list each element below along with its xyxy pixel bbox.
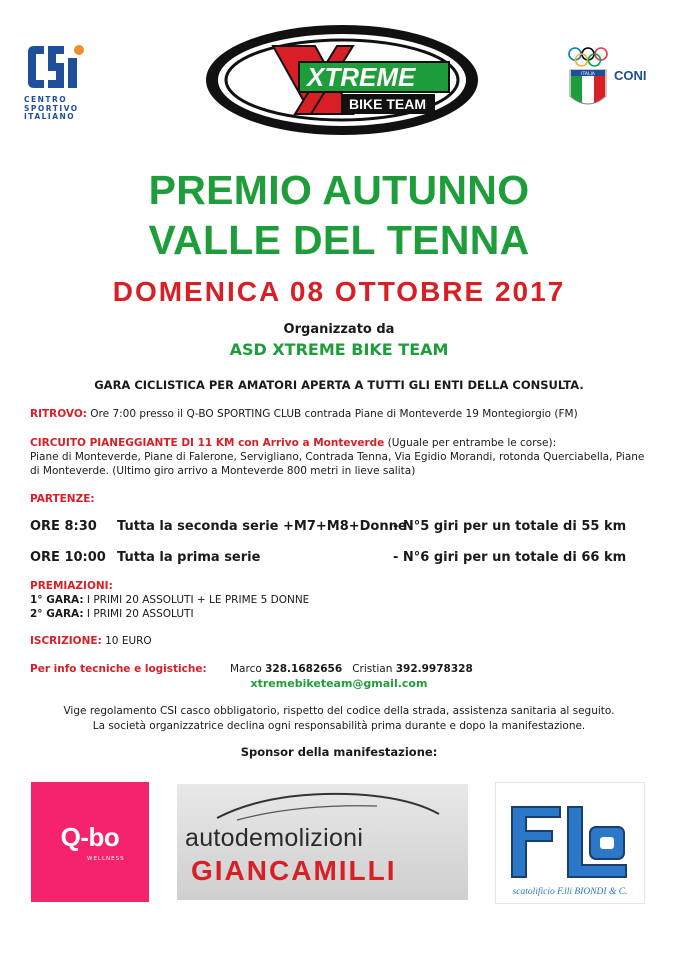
- contact-name: Cristian: [352, 663, 396, 675]
- premiazioni-label: PREMIAZIONI:: [30, 580, 113, 592]
- xtreme-word: XTREME: [307, 62, 416, 92]
- start-group: Tutta la prima serie: [117, 550, 261, 565]
- start-time: ORE 10:00: [30, 550, 106, 565]
- partenze-section: [30, 492, 655, 506]
- circuito-section: [30, 436, 655, 478]
- circuito-label: CIRCUITO PIANEGGIANTE DI 11 KM con Arrivo a Monteverde: [30, 437, 385, 449]
- partenze-label: PARTENZE:: [30, 493, 95, 505]
- event-title-line-2: VALLE DEL TENNA: [148, 217, 530, 263]
- sponsor-autodemolizioni-logo: [177, 784, 468, 900]
- contact-email[interactable]: xtremebiketeam@gmail.com: [250, 677, 428, 690]
- csi-line-1: CENTRO: [24, 95, 68, 104]
- xtreme-bike-team-logo: [203, 22, 481, 138]
- csi-line-2: SPORTIVO: [24, 103, 79, 113]
- prize-race: 1° GARA:: [30, 594, 84, 606]
- start-group: Tutta la seconda serie +M7+M8+Donne: [117, 519, 407, 534]
- qbo-name: Q-bo: [60, 822, 120, 852]
- biondi-caption: scatolificio F.lli BIONDI & C.: [512, 887, 628, 897]
- coni-logo: [566, 46, 656, 116]
- regulation-note: [0, 704, 678, 734]
- fb-monogram-icon: [496, 783, 644, 883]
- iscrizione-section: [30, 634, 655, 648]
- bike-team-word: BIKE TEAM: [349, 96, 426, 112]
- csi-mark-icon: [24, 44, 88, 90]
- regulation-line-2: La società organizzatrice declina ogni responsabilità prima durante e dopo la manifestazione.: [92, 720, 586, 732]
- xtreme-emblem-icon: [203, 22, 481, 138]
- prize-text: I PRIMI 20 ASSOLUTI: [83, 608, 194, 620]
- iscrizione-text: 10 EURO: [101, 635, 152, 647]
- coni-text: CONI: [614, 68, 647, 83]
- info-section: [30, 662, 655, 676]
- race-description: GARA CICLISTICA PER AMATORI APERTA A TUTTI GLI ENTI DELLA CONSULTA.: [94, 378, 584, 392]
- csi-line-3: ITALIANO: [24, 112, 76, 121]
- contact-name: Marco: [230, 663, 266, 675]
- info-contacts: [230, 662, 473, 676]
- info-label: Per info tecniche e logistiche:: [30, 663, 207, 675]
- csi-text: [24, 96, 94, 122]
- regulation-line-1: Vige regolamento CSI casco obbligatorio, rispetto del codice della strada, assistenza sanitaria al seguito.: [63, 705, 615, 717]
- contact-phone: 328.1682656: [265, 663, 343, 675]
- sponsor-qbo-logo: [31, 782, 149, 902]
- start-time: ORE 8:30: [30, 519, 97, 534]
- qbo-sub: WELLNESS: [87, 856, 125, 862]
- coni-country: ITALIA: [581, 72, 595, 77]
- premiazioni-section: [30, 579, 655, 621]
- auto-name-line-1: autodemolizioni: [185, 824, 364, 852]
- circuito-route: Piane di Monteverde, Piane di Falerone, Servigliano, Contrada Tenna, Via Egidio Morandi, rotonda Querciabella, Piane di Monteverde. (Ultimo giro arrivo a Monteverde 800 metri in lieve salita): [30, 451, 645, 477]
- start-laps: - N°6 giri per un totale di 66 km: [393, 550, 627, 565]
- auto-name-line-2: GIANCAMILLI: [191, 855, 397, 886]
- organizer-name: ASD XTREME BIKE TEAM: [229, 340, 449, 359]
- ritrovo-text: Ore 7:00 presso il Q-BO SPORTING CLUB contrada Piane di Monteverde 19 Montegiorgio (FM): [86, 408, 578, 420]
- sponsor-biondi-logo: [495, 782, 645, 904]
- organized-by-label: Organizzato da: [283, 322, 395, 337]
- event-date: DOMENICA 08 OTTOBRE 2017: [112, 276, 566, 307]
- prize-text: I PRIMI 20 ASSOLUTI + LE PRIME 5 DONNE: [83, 594, 310, 606]
- prize-race: 2° GARA:: [30, 608, 84, 620]
- start-laps: - N°5 giri per un totale di 55 km: [393, 519, 627, 534]
- sponsor-title: Sponsor della manifestazione:: [240, 745, 438, 759]
- iscrizione-label: ISCRIZIONE:: [30, 635, 102, 647]
- ritrovo-label: RITROVO:: [30, 408, 87, 420]
- car-silhouette-icon: [177, 784, 468, 824]
- contact-phone: 392.9978328: [395, 663, 473, 675]
- csi-logo: [24, 44, 94, 122]
- circuito-note: (Uguale per entrambe le corse):: [384, 437, 557, 449]
- event-title-line-1: PREMIO AUTUNNO: [148, 167, 530, 213]
- olympic-rings-icon: [566, 46, 656, 116]
- start-row: [30, 519, 660, 537]
- event-title: [0, 165, 678, 265]
- ritrovo-section: [30, 407, 655, 421]
- start-row: [30, 550, 660, 568]
